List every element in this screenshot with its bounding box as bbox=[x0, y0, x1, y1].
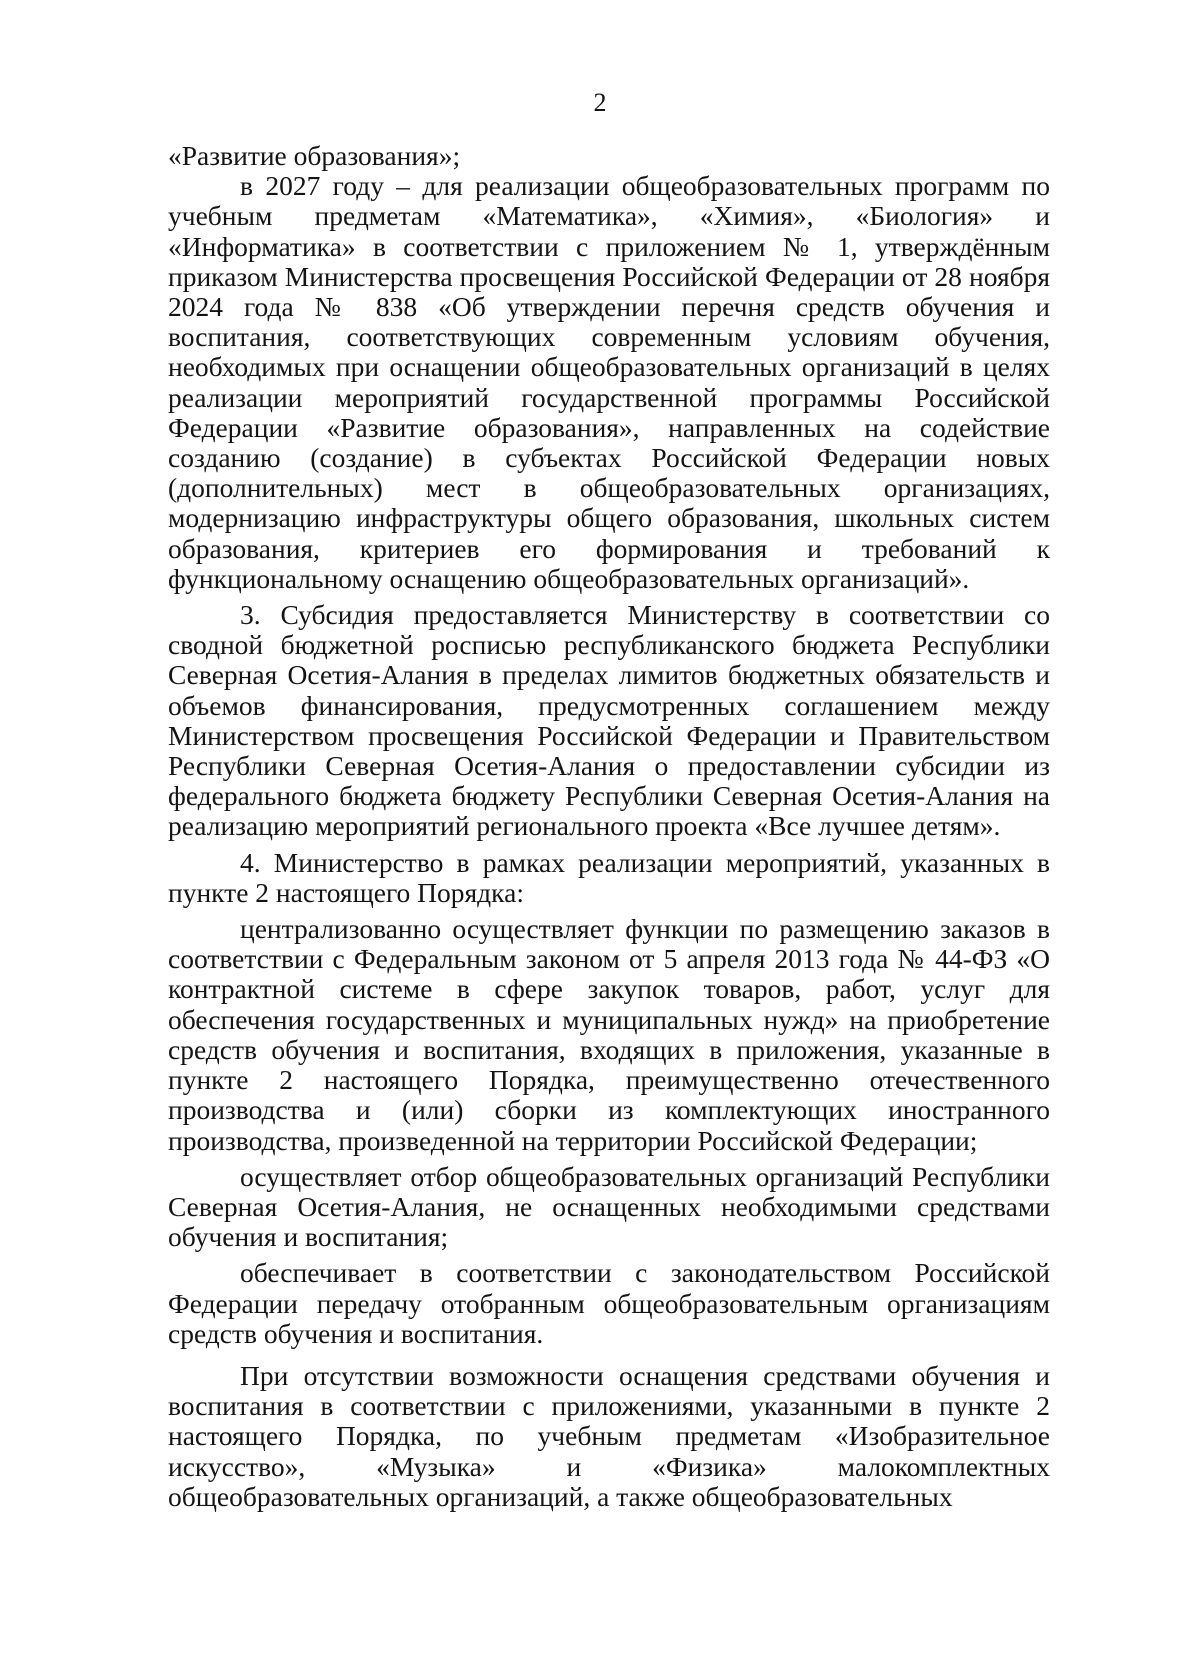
paragraph-transfer: обеспечивает в соответствии с законодательством Российской Федерации передачу отобранным общеобразовательным организациям средств обучения и воспитания. bbox=[168, 1257, 1050, 1349]
document-body bbox=[168, 141, 1050, 1512]
paragraph-clause-3: 3. Субсидия предоставляется Министерству в соответствии со сводной бюджетной росписью республиканского бюджета Республики Северная Осетия-Алания в пределах лимитов бюджетных обязательств и объемов финансирования, предусмотренных соглашением между Министерством просвещения Российской Федерации и Правительством Республики Северная Осетия-Алания о предоставлении субсидии из федерального бюджета бюджету Республики Северная Осетия-Алания на реализацию мероприятий регионального проекта «Все лучшее детям». bbox=[168, 599, 1050, 842]
paragraph-continuation: «Развитие образования»; bbox=[168, 140, 461, 171]
page-number: 2 bbox=[593, 88, 607, 117]
paragraph-2027: в 2027 году – для реализации общеобразовательных программ по учебным предметам «Математика», «Химия», «Биология» и «Информатика» в соответствии с приложением № 1, утверждённым приказом Министерства просвещения Российской Федерации от 28 ноября 2024 года № 838 «Об утверждении перечня средств обучения и воспитания, соответствующих современным условиям обучения, необходимых при оснащении общеобразовательных организаций в целях реализации мероприятий государственной программы Российской Федерации «Развитие образования», направленных на содействие созданию (создание) в субъектах Российской Федерации новых (дополнительных) мест в общеобразовательных организациях, модернизацию инфраструктуры общего образования, школьных систем образования, критериев его формирования и требований к функциональному оснащению общеобразовательных организаций». bbox=[168, 170, 1050, 594]
paragraph-clause-4: 4. Министерство в рамках реализации мероприятий, указанных в пункте 2 настоящего Порядка: bbox=[168, 846, 1050, 908]
paragraph-selection: осуществляет отбор общеобразовательных организаций Республики Северная Осетия-Алания, не оснащенных необходимыми средствами обучения и воспитания; bbox=[168, 1160, 1050, 1253]
paragraph-alternative: При отсутствии возможности оснащения средствами обучения и воспитания в соответствии с приложениями, указанными в пункте 2 настоящего Порядка, по учебным предметам «Изобразительное искусство», «Музыка» и «Физика» малокомплектных общеобразовательных организаций, а также общеобразовательных bbox=[168, 1359, 1050, 1512]
paragraph-procurement: централизованно осуществляет функции по размещению заказов в соответствии с Федеральным законом от 5 апреля 2013 года № 44-ФЗ «О контрактной системе в сфере закупок товаров, работ, услуг для обеспечения государственных и муниципальных нужд» на приобретение средств обучения и воспитания, входящих в приложения, указанные в пункте 2 настоящего Порядка, преимущественно отечественного производства и (или) сборки из комплектующих иностранного производства, произведенной на территории Российской Федерации; bbox=[168, 913, 1050, 1156]
